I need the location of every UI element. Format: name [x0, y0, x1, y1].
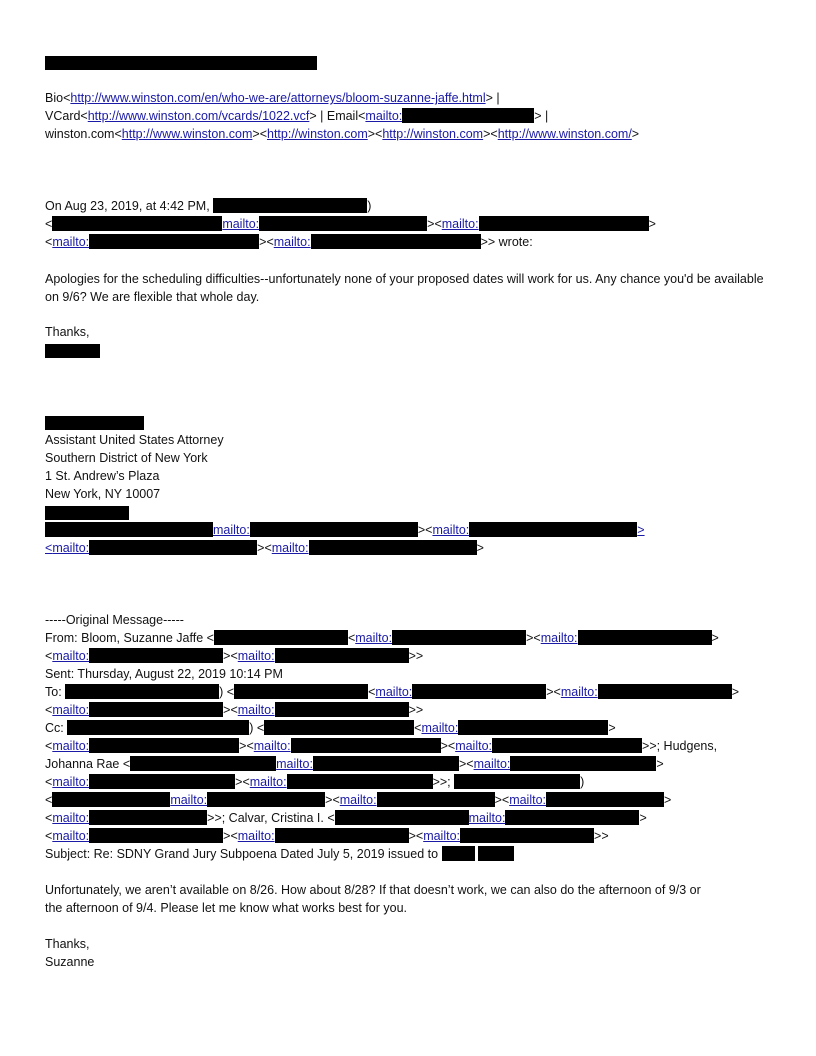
redaction [259, 216, 427, 231]
mailto-link[interactable]: mailto: [222, 217, 260, 231]
calvar: >>; Calvar, Cristina I. < [207, 811, 335, 825]
redaction [377, 792, 495, 807]
sep: >< [259, 235, 274, 249]
reply-address-line-2 [45, 234, 533, 252]
gt: > [637, 523, 645, 537]
dgt: >> [408, 703, 424, 717]
gt: > [608, 721, 616, 735]
paren-lt: ) < [219, 685, 235, 699]
paren-lt: ) < [249, 721, 265, 735]
vcard-line [45, 108, 548, 126]
redaction [65, 684, 219, 699]
subject-text: Subject: Re: SDNY Grand Jury Subpoena Dated July 5, 2019 issued to [45, 847, 439, 861]
redaction [546, 792, 664, 807]
cc-line-7 [45, 828, 609, 846]
redaction [460, 828, 594, 843]
original-thanks: Thanks, [45, 937, 90, 951]
sep: >< [546, 685, 561, 699]
sep: >< [223, 829, 238, 843]
redaction [275, 702, 409, 717]
redaction [402, 108, 534, 123]
sep: >< [257, 541, 272, 555]
subject-line [45, 846, 514, 864]
mailto-link[interactable]: mailto: [52, 541, 90, 555]
redaction [89, 738, 239, 753]
mailto-link[interactable]: mailto: [271, 541, 309, 555]
cc-line-2 [45, 738, 717, 756]
lt: < [414, 721, 422, 735]
sent-line: Sent: Thursday, August 22, 2019 10:14 PM [45, 667, 283, 681]
redaction [275, 828, 409, 843]
sep: >< [223, 703, 238, 717]
mailto-link[interactable]: mailto: [52, 703, 90, 717]
site-prefix: winston.com< [45, 127, 122, 141]
mailto-link[interactable]: mailto: [52, 829, 90, 843]
lt: < [45, 235, 53, 249]
gt: > [731, 685, 739, 699]
mailto-link[interactable]: mailto: [52, 775, 90, 789]
bio-tail: > | [485, 91, 500, 105]
mailto-link[interactable]: mailto: [237, 649, 275, 663]
site-sep: >< [252, 127, 267, 141]
close-paren: ) [367, 199, 372, 213]
sep: >< [427, 217, 442, 231]
redaction [287, 774, 433, 789]
close-paren: ) [580, 775, 585, 789]
mailto-link[interactable]: mailto: [455, 739, 493, 753]
cc-line [45, 720, 616, 738]
lt: < [45, 775, 53, 789]
lt: < [45, 217, 53, 231]
sep: >< [239, 739, 254, 753]
mailto-link[interactable]: mailto: [52, 649, 90, 663]
site-link-3[interactable]: http://winston.com [382, 127, 484, 141]
lt: < [45, 811, 53, 825]
mailto-link[interactable]: mailto: [441, 217, 479, 231]
redaction [89, 540, 257, 555]
ausa-title: Assistant United States Attorney [45, 433, 224, 447]
site-link-1[interactable]: http://www.winston.com [121, 127, 253, 141]
vcard-link[interactable]: http://www.winston.com/vcards/1022.vcf [87, 109, 310, 123]
sep: >< [235, 775, 250, 789]
redaction [214, 630, 348, 645]
cc-line-4 [45, 774, 584, 792]
gt: > [711, 631, 719, 645]
original-message-marker: -----Original Message----- [45, 613, 184, 627]
sep: >< [417, 523, 433, 537]
redaction [311, 234, 481, 249]
mailto-link[interactable]: mailto: [560, 685, 598, 699]
redaction [52, 792, 170, 807]
redaction-sender-name [45, 344, 100, 358]
lt: < [45, 829, 53, 843]
redaction-header [45, 56, 317, 70]
mailto-link[interactable]: mailto: [52, 739, 90, 753]
dgt: >> [408, 649, 424, 663]
ausa-email-line-2 [45, 540, 484, 558]
mailto-link[interactable]: mailto: [253, 739, 291, 753]
redaction [213, 198, 367, 213]
redaction [89, 810, 207, 825]
ausa-street: 1 St. Andrew’s Plaza [45, 469, 160, 483]
redaction [89, 828, 223, 843]
reply-body: Apologies for the scheduling difficulties--unfortunately none of your proposed dates will work for us. Any chance you'd be available on 9/6? We are flexible that whole day. [45, 272, 764, 304]
sep: >< [408, 829, 424, 843]
gt: > [664, 793, 672, 807]
semi: >>; [432, 775, 451, 789]
redaction [45, 522, 213, 537]
mailto-link[interactable]: mailto: [339, 793, 377, 807]
cc-line-6 [45, 810, 647, 828]
vcard-label: VCard< [45, 109, 88, 123]
mailto-link[interactable]: mailto: [52, 811, 90, 825]
lt: < [45, 541, 53, 555]
redaction-ausa-name [45, 416, 144, 430]
redaction [207, 792, 325, 807]
redaction [479, 216, 649, 231]
lt: < [45, 703, 53, 717]
site-line [45, 126, 639, 144]
redaction [492, 738, 642, 753]
redaction [89, 702, 223, 717]
gt: > [639, 811, 647, 825]
mailto-link[interactable]: mailto: [468, 811, 506, 825]
mailto-link[interactable]: mailto: [375, 685, 413, 699]
gt: > [648, 217, 656, 231]
from-line-2 [45, 648, 423, 666]
mailto-link[interactable]: mailto: [249, 775, 287, 789]
to-prefix: To: [45, 685, 62, 699]
original-body-line-2: the afternoon of 9/4. Please let me know what works best for you. [45, 901, 407, 915]
redaction [412, 684, 546, 699]
redaction [478, 846, 514, 861]
site-link-4[interactable]: http://www.winston.com/ [497, 127, 632, 141]
redaction [510, 756, 656, 771]
ausa-email-line-1 [45, 522, 645, 540]
bio-link[interactable]: http://www.winston.com/en/who-we-are/attorneys/bloom-suzanne-jaffe.html [70, 91, 486, 105]
redaction [130, 756, 276, 771]
mailto-link[interactable]: mailto: [509, 793, 547, 807]
mailto-link[interactable]: mailto: [540, 631, 578, 645]
hudgens: >>; Hudgens, [642, 739, 718, 753]
sep: >< [458, 757, 474, 771]
redaction [89, 648, 223, 663]
mailto-link[interactable]: mailto: [276, 757, 313, 771]
sep: >< [440, 739, 456, 753]
bio-line [45, 90, 500, 108]
mailto-link[interactable]: mailto: [432, 523, 470, 537]
reply-header [45, 198, 371, 216]
reply-thanks: Thanks, [45, 325, 90, 339]
cc-prefix: Cc: [45, 721, 64, 735]
from-prefix: From: Bloom, Suzanne Jaffe < [45, 631, 214, 645]
redaction [275, 648, 409, 663]
redaction [234, 684, 368, 699]
redaction [89, 234, 259, 249]
ausa-office: Southern District of New York [45, 451, 208, 465]
sep: >< [526, 631, 541, 645]
email-mailto-link[interactable]: mailto: [365, 109, 403, 123]
mailto-link[interactable]: mailto: [52, 235, 90, 249]
site-link-2[interactable]: http://winston.com [267, 127, 368, 141]
wrote: >> wrote: [480, 235, 533, 249]
johanna: Johanna Rae < [45, 757, 131, 771]
cc-line-5 [45, 792, 671, 810]
email-tail: > | [534, 109, 549, 123]
sep: >< [494, 793, 510, 807]
sep: >< [325, 793, 340, 807]
lt: < [45, 793, 53, 807]
mailto-link[interactable]: mailto: [473, 757, 511, 771]
lt: < [45, 649, 53, 663]
redaction [469, 522, 637, 537]
redaction [442, 846, 475, 861]
redaction [335, 810, 469, 825]
mailto-link[interactable]: mailto: [237, 829, 275, 843]
mailto-link[interactable]: mailto: [423, 829, 461, 843]
redaction [52, 216, 222, 231]
mailto-link[interactable]: mailto: [355, 631, 393, 645]
bio-label: Bio< [45, 91, 71, 105]
to-line-2 [45, 702, 423, 720]
redaction [264, 720, 414, 735]
mailto-link[interactable]: mailto: [170, 793, 208, 807]
redaction [89, 774, 235, 789]
sep: >< [223, 649, 238, 663]
mailto-link[interactable]: mailto: [213, 523, 250, 537]
mailto-link[interactable]: mailto: [237, 703, 275, 717]
original-signoff: Suzanne [45, 955, 95, 969]
redaction [392, 630, 526, 645]
vcard-tail: > | Email< [309, 109, 366, 123]
redaction [250, 522, 418, 537]
mailto-link[interactable]: mailto: [273, 235, 311, 249]
site-sep: >< [367, 127, 383, 141]
lt: < [45, 739, 53, 753]
reply-header-prefix: On Aug 23, 2019, at 4:42 PM, [45, 199, 210, 213]
redaction [458, 720, 608, 735]
site-sep: >< [483, 127, 498, 141]
redaction [454, 774, 580, 789]
from-line [45, 630, 719, 648]
redaction [578, 630, 712, 645]
redaction [67, 720, 249, 735]
lt: < [368, 685, 376, 699]
redaction [313, 756, 459, 771]
gt: > [656, 757, 664, 771]
redaction [309, 540, 477, 555]
original-body-line-1: Unfortunately, we aren’t available on 8/26. How about 8/28? If that doesn’t work, we can also do the afternoon of 9/3 or [45, 883, 701, 897]
dgt: >> [594, 829, 609, 843]
site-tail: > [631, 127, 640, 141]
redaction [291, 738, 441, 753]
to-line [45, 684, 739, 702]
gt: > [476, 541, 484, 555]
cc-line-3 [45, 756, 664, 774]
redaction-ausa-phone [45, 506, 129, 520]
reply-address-line-1 [45, 216, 656, 234]
redaction [598, 684, 732, 699]
mailto-link[interactable]: mailto: [421, 721, 459, 735]
lt: < [347, 631, 356, 645]
ausa-city: New York, NY 10007 [45, 487, 161, 501]
redaction [505, 810, 639, 825]
